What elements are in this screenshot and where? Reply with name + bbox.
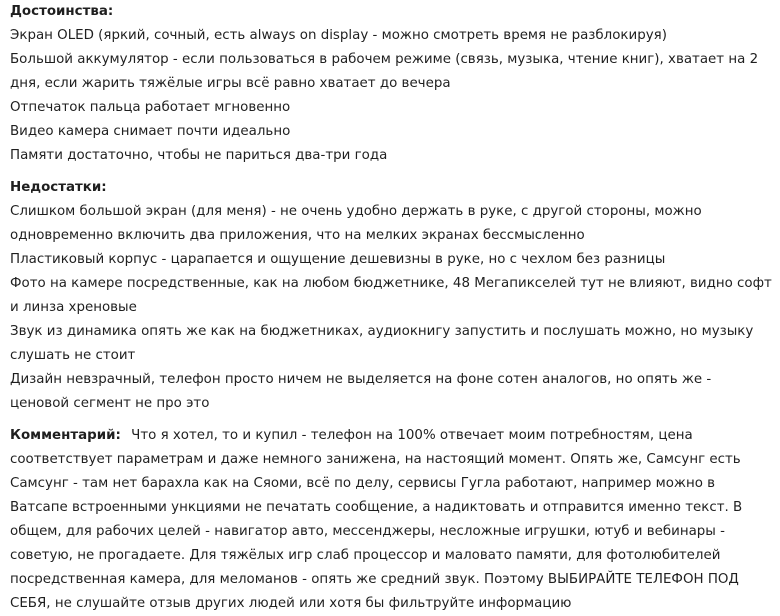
disadvantage-item: Дизайн невзрачный, телефон просто ничем не выделяется на фоне сотен аналогов, но опять же - ценовой сегмент не про это (10, 372, 712, 411)
disadvantage-item: Звук из динамика опять же как на бюджетниках, аудиокнигу запустить и послушать можно, но музыку слушать не стоит (10, 324, 754, 363)
advantage-item: Отпечаток пальца работает мгновенно (10, 100, 291, 115)
disadvantage-item: Фото на камере посредственные, как на любом бюджетнике, 48 Мегапикселей тут не влияют, видно софт и линза хреновые (10, 276, 772, 315)
advantage-item: Большой аккумулятор - если пользоваться в рабочем режиме (связь, музыка, чтение книг), хватает на 2 дня, если жарить тяжёлые игры всё равно хватает до вечера (10, 52, 759, 91)
advantages-section (10, 0, 772, 168)
comment-section (10, 424, 772, 616)
disadvantages-section (10, 176, 772, 416)
comment-text: Что я хотел, то и купил - телефон на 100% отвечает моим потребностям, цена соответствует параметрам и даже немного занижена, на настоящий момент. Опять же, Самсунг есть Самсунг - там нет барахла как на Сяоми, всё по делу, сервисы Гугла работают, например можно в Ватсапе встроенными ункциями не печатать сообщение, а надиктовать и отправится именно текст. В общем, для рабочих целей - навигатор авто, мессенджеры, несложные игрушки, ютуб и вебинары - советую, не прогадаете. Для тяжёлых игр слаб процессор и маловато памяти, для фотолюбителей посредственная камера, для меломанов - опять же средний звук. Поэтому ВЫБИРАЙТЕ ТЕЛЕФОН ПОД СЕБЯ, не слушайте отзыв других людей или хотя бы фильтруйте информацию (10, 428, 743, 611)
comment-label: Комментарий: (10, 428, 121, 443)
advantage-item: Экран OLED (яркий, сочный, есть always on display - можно смотреть время не разблокируя) (10, 28, 667, 43)
advantage-item: Видео камера снимает почти идеально (10, 124, 291, 139)
advantage-item: Памяти достаточно, чтобы не париться два-три года (10, 148, 388, 163)
disadvantage-item: Слишком большой экран (для меня) - не очень удобно держать в руке, с другой стороны, можно одновременно включить два приложения, что на мелких экранах бессмысленно (10, 204, 702, 243)
advantages-title: Достоинства: (10, 4, 114, 19)
disadvantages-title: Недостатки: (10, 180, 107, 195)
disadvantage-item: Пластиковый корпус - царапается и ощущение дешевизны в руке, но с чехлом без разницы (10, 252, 666, 267)
